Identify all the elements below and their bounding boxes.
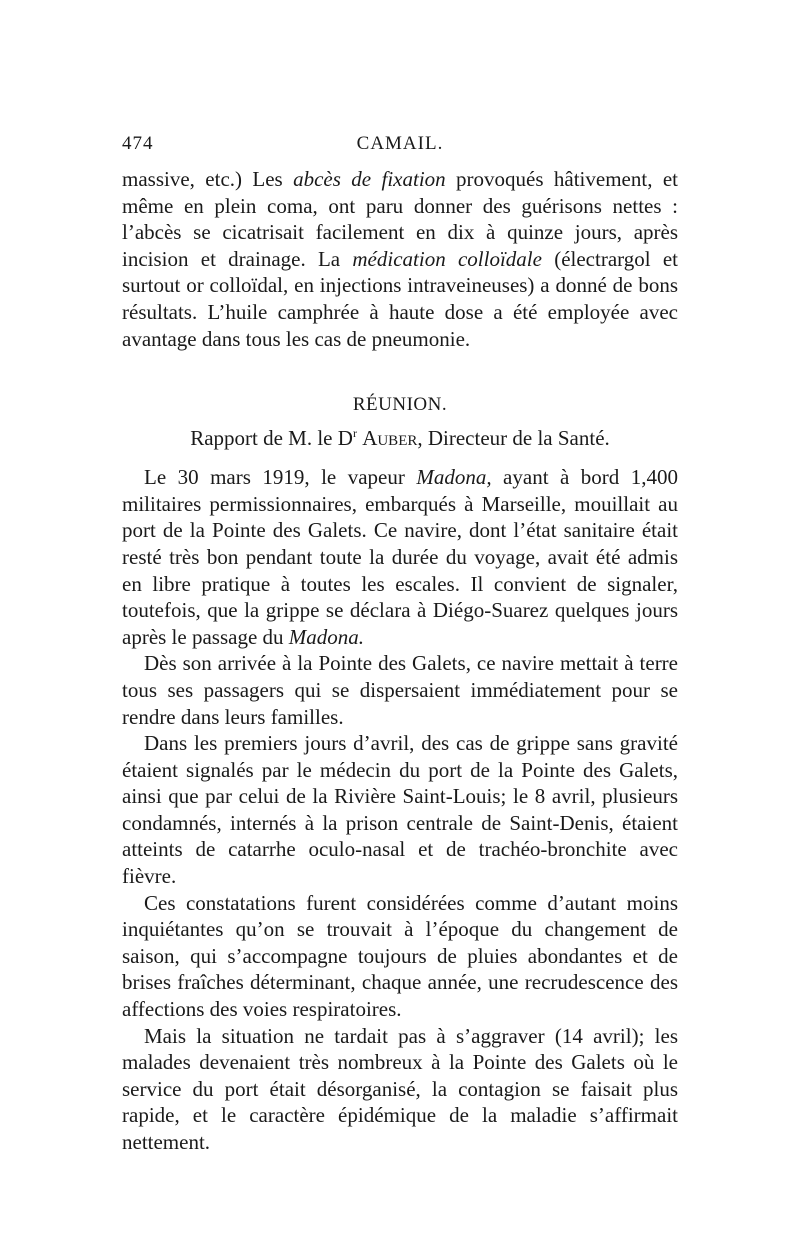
italic-term: médication colloïdale	[352, 246, 542, 271]
report-attribution	[122, 420, 678, 451]
text-run: (électrargol et surtout or colloïdal, en injections intraveineuses) a donné de bons résultats. L’huile camphrée à haute dose a été employée avec avantage dans tous les cas de pneumonie.	[122, 246, 679, 351]
text-run: provoqués hâtivement, et même en plein coma, ont paru donner des guérisons nettes : l’abcès se cicatrisait facilement en dix à quinze jours, après incision et drainage. La	[122, 167, 678, 271]
text-run: massive, etc.) Les	[122, 167, 294, 191]
text-block	[122, 166, 678, 1156]
section-title: RÉUNION.	[352, 394, 448, 416]
author-name: Auber	[362, 426, 418, 451]
superscript: r	[352, 426, 357, 441]
running-head	[122, 133, 678, 159]
paragraph	[122, 464, 678, 650]
text-run: , Directeur de la Santé.	[417, 426, 610, 451]
continued-paragraph	[122, 166, 678, 352]
italic-term: Madona,	[416, 465, 492, 490]
text-run: Rapport de M. le D	[190, 426, 353, 451]
paragraph: Dès son arrivée à la Pointe des Galets, ce navire mettait à terre tous ses passagers qui se dispersaient immédiatement pour se rendre dans leurs familles.	[122, 651, 678, 729]
text-run: Le 30 mars 1919, le vapeur	[144, 465, 417, 490]
running-title: CAMAIL.	[356, 133, 444, 154]
paragraph: Dans les premiers jours d’avril, des cas de grippe sans gravité étaient signalés par le médecin du port de la Pointe des Galets, ainsi que par celui de la Rivière Saint-Louis; le 8 avril, plusieurs condamnés, internés à la prison centrale de Saint-Denis, étaient atteints de catarrhe oculo-nasal et de trachéo-bronchite avec fièvre.	[122, 731, 678, 889]
paragraph: Ces constatations furent considérées comme d’autant moins inquiétantes qu’on se trouvait à l’époque du changement de saison, qui s’accompagne toujours de pluies abondantes et de brises fraîches déterminant, chaque année, une recrudescence des affections des voies respiratoires.	[122, 890, 678, 1022]
italic-term: Madona.	[288, 624, 365, 649]
page-number: 474	[122, 133, 154, 154]
paragraph: Mais la situation ne tardait pas à s’aggraver (14 avril); les malades devenaient très nombreux à la Pointe des Galets où le service du port était désorganisé, la contagion se faisait plus rapide, et le caractère épidémique de la maladie s’affirmait nettement.	[122, 1023, 678, 1154]
text-run: ayant à bord 1,400 militaires permissionnaires, embarqués à Marseille, mouillait au port de la Pointe des Galets. Ce navire, dont l’état sanitaire était resté très bon pendant toute la durée du voyage, avait été admis en libre pratique à toutes les escales. Il convient de signaler, toutefois, que la grippe se déclara à Diégo-Suarez quelques jours après le passage du	[122, 465, 678, 649]
italic-term: abcès de fixation	[293, 167, 446, 191]
